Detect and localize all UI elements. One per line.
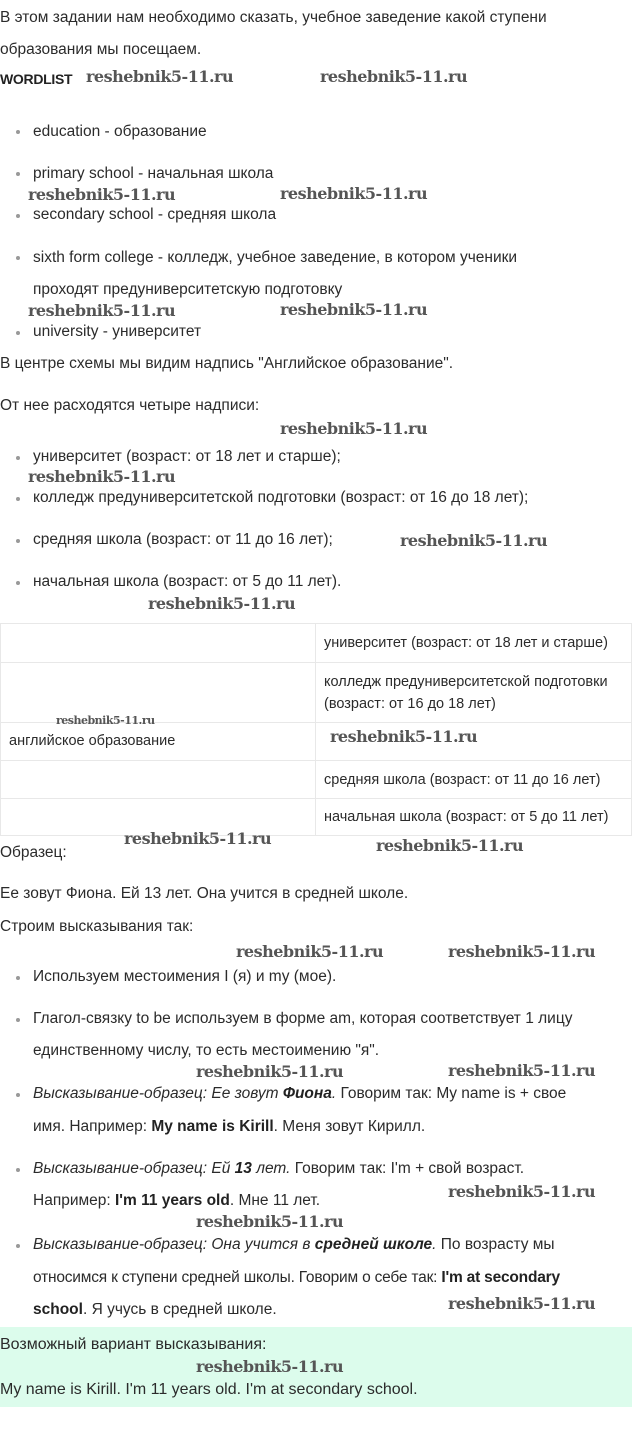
text: Например: bbox=[33, 1192, 115, 1209]
table-cell: университет (возраст: от 18 лет и старше) bbox=[316, 624, 632, 663]
list-item: колледж предуниверситетской подготовки (возраст: от 16 до 18 лет); bbox=[33, 489, 529, 506]
watermark: reshebnik5-11.ru bbox=[280, 184, 428, 203]
text: . Мне 11 лет. bbox=[229, 1192, 321, 1209]
bullet-icon bbox=[16, 581, 20, 585]
italic-text: Высказывание-образец: Ей bbox=[33, 1160, 235, 1177]
watermark: reshebnik5-11.ru bbox=[376, 836, 524, 855]
list-item: education - образование bbox=[33, 123, 207, 140]
watermark: reshebnik5-11.ru bbox=[280, 419, 428, 438]
watermark: reshebnik5-11.ru bbox=[56, 714, 155, 727]
text: относимся к ступени средней школы. Говорим о себе так: bbox=[33, 1269, 442, 1286]
watermark: reshebnik5-11.ru bbox=[28, 185, 176, 204]
list-item: primary school - начальная школа bbox=[33, 165, 274, 182]
italic-text: Высказывание-образец: Ее зовут bbox=[33, 1085, 283, 1102]
build-label: Строим высказывания так: bbox=[0, 918, 194, 935]
watermark: reshebnik5-11.ru bbox=[28, 467, 176, 486]
wordlist-heading: WORDLIST bbox=[0, 71, 73, 87]
bold-text: I'm at secondary bbox=[441, 1269, 560, 1286]
italic-text: . bbox=[331, 1085, 337, 1102]
list-item-continuation: проходят предуниверситетскую подготовку bbox=[33, 281, 343, 298]
list-item bbox=[33, 1084, 566, 1104]
list-item: secondary school - средняя школа bbox=[33, 206, 277, 223]
watermark: reshebnik5-11.ru bbox=[196, 1357, 344, 1376]
bullet-icon bbox=[16, 130, 20, 134]
list-item bbox=[33, 1159, 524, 1179]
watermark: reshebnik5-11.ru bbox=[196, 1212, 344, 1231]
watermark: reshebnik5-11.ru bbox=[148, 594, 296, 613]
list-item: Используем местоимения I (я) и my (мое). bbox=[33, 968, 337, 985]
italic-text: Высказывание-образец: Она учится в bbox=[33, 1236, 315, 1253]
watermark: reshebnik5-11.ru bbox=[320, 67, 468, 86]
list-item-continuation: единственному числу, то есть местоимению "я". bbox=[33, 1042, 380, 1059]
watermark: reshebnik5-11.ru bbox=[400, 531, 548, 550]
watermark: reshebnik5-11.ru bbox=[236, 942, 384, 961]
bold-text: Фиона bbox=[282, 1085, 332, 1102]
list-item: университет (возраст: от 18 лет и старше); bbox=[33, 448, 341, 465]
intro-line-1: В этом задании нам необходимо сказать, учебное заведение какой ступени bbox=[0, 9, 547, 26]
text: Говорим так: My name is + свое bbox=[336, 1085, 567, 1102]
bold-text: school bbox=[33, 1301, 83, 1318]
table-row bbox=[1, 761, 632, 799]
list-item: начальная школа (возраст: от 5 до 11 лет). bbox=[33, 573, 342, 590]
watermark: reshebnik5-11.ru bbox=[124, 829, 272, 848]
table-row bbox=[1, 723, 632, 761]
text: . Меня зовут Кирилл. bbox=[273, 1118, 426, 1135]
watermark: reshebnik5-11.ru bbox=[280, 300, 428, 319]
bold-text: I'm 11 years old bbox=[115, 1192, 230, 1209]
list-item: Глагол-связку to be используем в форме am, которая соответствует 1 лицу bbox=[33, 1010, 573, 1027]
sample-label: Образец: bbox=[0, 844, 67, 861]
watermark: reshebnik5-11.ru bbox=[28, 301, 176, 320]
text: Говорим так: I'm + свой возраст. bbox=[290, 1160, 525, 1177]
list-item: university - университет bbox=[33, 323, 202, 340]
italic-text: . bbox=[432, 1236, 437, 1253]
table-cell: колледж предуниверситетской подготовки (возраст: от 16 до 18 лет) bbox=[316, 663, 632, 723]
table-row bbox=[1, 624, 632, 663]
bold-text: My name is Kirill bbox=[151, 1118, 274, 1135]
table-cell: начальная школа (возраст: от 5 до 11 лет) bbox=[316, 799, 632, 836]
italic-text: лет. bbox=[251, 1160, 291, 1177]
bullet-icon bbox=[16, 1244, 20, 1248]
scheme-description: В центре схемы мы видим надпись "Английское образование". bbox=[0, 355, 454, 372]
watermark: reshebnik5-11.ru bbox=[448, 1294, 596, 1313]
bullet-icon bbox=[16, 331, 20, 335]
watermark: reshebnik5-11.ru bbox=[448, 942, 596, 961]
list-item-continuation bbox=[33, 1268, 560, 1288]
bold-text: 13 bbox=[234, 1160, 252, 1177]
intro-line-2: образования мы посещаем. bbox=[0, 41, 202, 58]
scheme-subtitle: От нее расходятся четыре надписи: bbox=[0, 397, 260, 414]
answer-text: My name is Kirill. I'm 11 years old. I'm at secondary school. bbox=[0, 1381, 418, 1398]
scheme-table bbox=[0, 623, 632, 836]
watermark: reshebnik5-11.ru bbox=[86, 67, 234, 86]
table-center-cell: английское образование bbox=[1, 723, 316, 761]
list-item: средняя школа (возраст: от 11 до 16 лет); bbox=[33, 531, 333, 548]
table-row bbox=[1, 799, 632, 836]
watermark: reshebnik5-11.ru bbox=[448, 1061, 596, 1080]
watermark: reshebnik5-11.ru bbox=[196, 1062, 344, 1081]
bullet-icon bbox=[16, 172, 20, 176]
text: имя. Например: bbox=[33, 1118, 152, 1135]
list-item-continuation bbox=[33, 1300, 277, 1320]
list-item-continuation bbox=[33, 1117, 425, 1137]
bullet-icon bbox=[16, 214, 20, 218]
table-cell: средняя школа (возраст: от 11 до 16 лет) bbox=[316, 761, 632, 799]
bullet-icon bbox=[16, 1168, 20, 1172]
bold-text: средней школе bbox=[314, 1236, 433, 1253]
bullet-icon bbox=[16, 1093, 20, 1097]
bullet-icon bbox=[16, 539, 20, 543]
bullet-icon bbox=[16, 497, 20, 501]
bullet-icon bbox=[16, 256, 20, 260]
list-item bbox=[33, 1235, 555, 1255]
bullet-icon bbox=[16, 456, 20, 460]
sample-text: Ее зовут Фиона. Ей 13 лет. Она учится в средней школе. bbox=[0, 885, 409, 902]
answer-label: Возможный вариант высказывания: bbox=[0, 1336, 267, 1353]
watermark: reshebnik5-11.ru bbox=[448, 1182, 596, 1201]
text: По возрасту мы bbox=[436, 1236, 555, 1253]
bullet-icon bbox=[16, 1018, 20, 1022]
bullet-icon bbox=[16, 976, 20, 980]
watermark: reshebnik5-11.ru bbox=[330, 727, 478, 746]
text: . Я учусь в средней школе. bbox=[82, 1301, 277, 1318]
list-item-continuation bbox=[33, 1191, 320, 1211]
list-item: sixth form college - колледж, учебное заведение, в котором ученики bbox=[33, 249, 518, 266]
